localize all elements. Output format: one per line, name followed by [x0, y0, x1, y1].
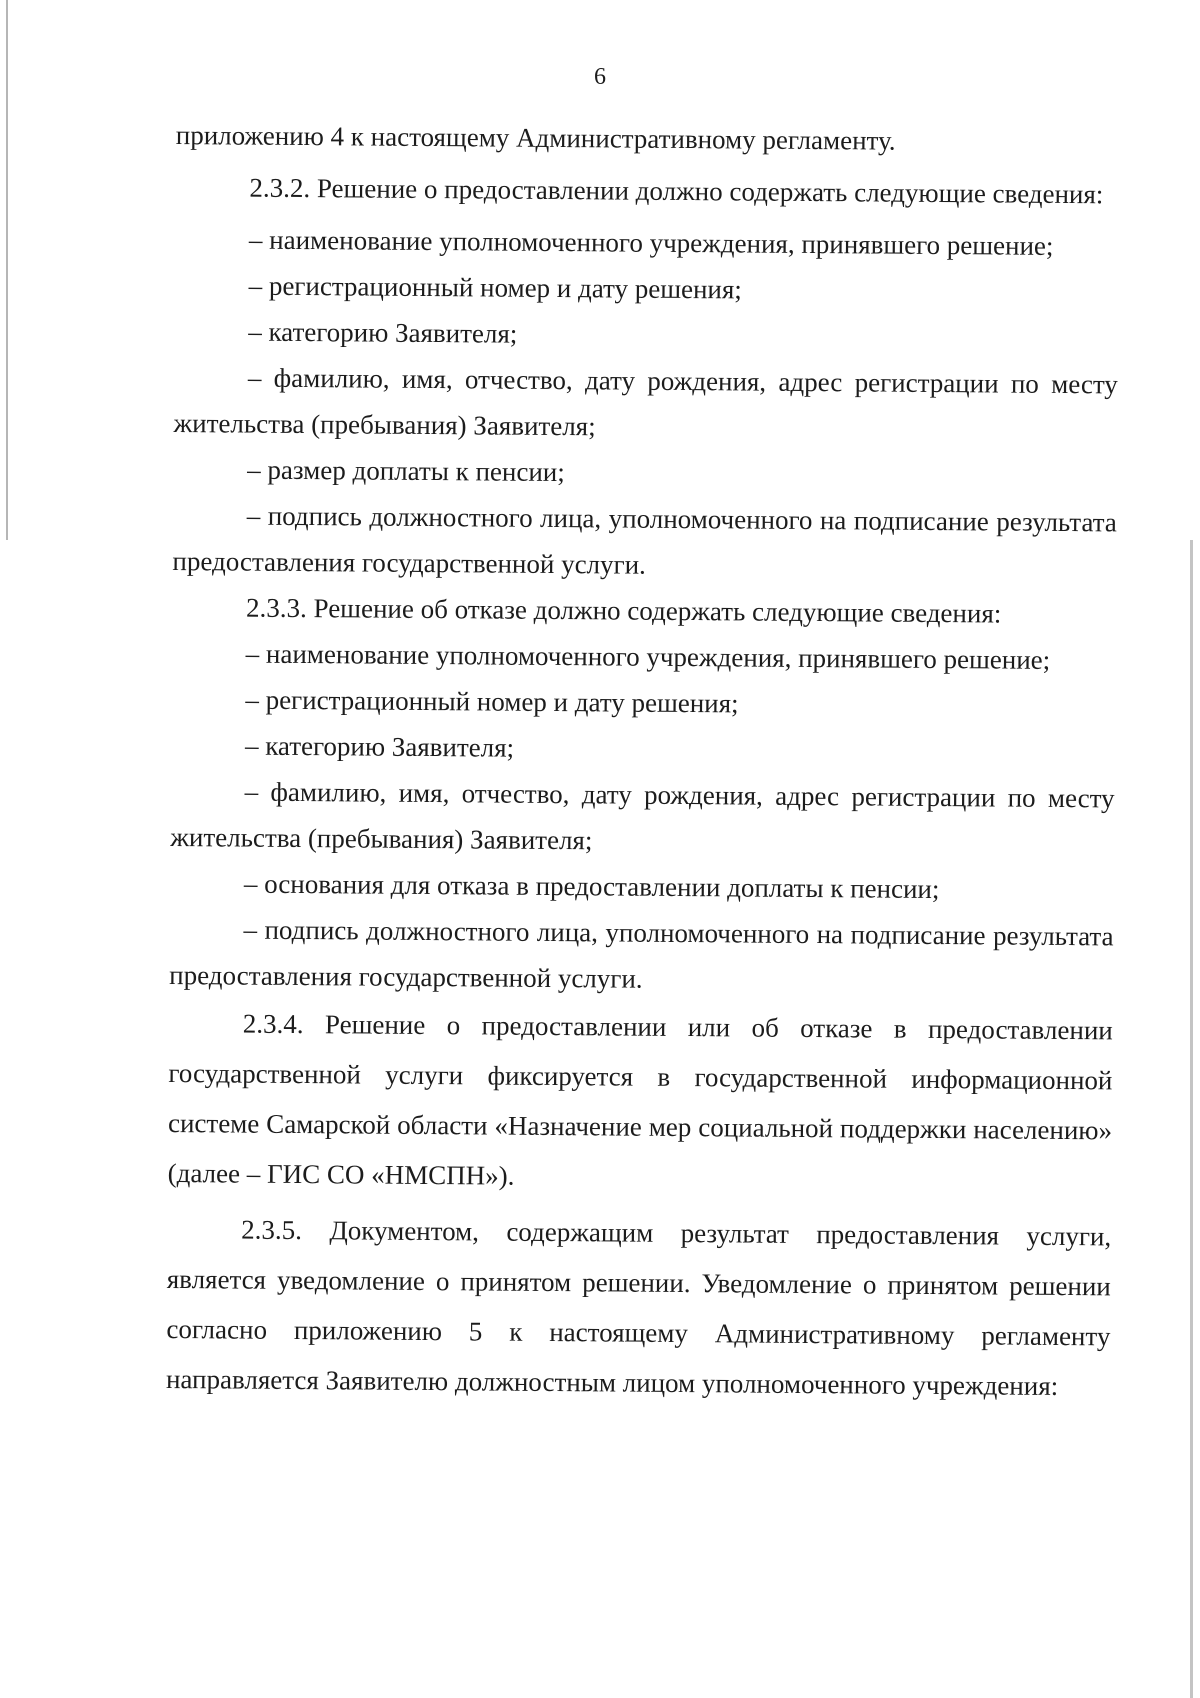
list-item-2-3-3-1: – наименование уполномоченного учреждения, принявшего решение; [245, 638, 1051, 675]
list-item-2-3-2-4: – фамилию, имя, отчество, дату рождения, адрес регистрации по месту жительства (пребывания) Заявителя; [173, 362, 1119, 442]
list-item-2-3-3-4: – фамилию, имя, отчество, дату рождения, адрес регистрации по месту жительства (пребывания) Заявителя; [170, 776, 1115, 856]
list-item-2-3-2-2: – регистрационный номер и дату решения; [248, 270, 742, 305]
list-item-2-3-3-5: – основания для отказа в предоставлении доплаты к пенсии; [243, 868, 940, 905]
paragraph-2-3-4: 2.3.4. Решение о предоставлении или об отказе в предоставлении государственной услуги фиксируется в государственной информационной системе Самарской области «Назначение мер социальной поддержки населению» (далее – ГИС СО «НМСПН»). [167, 1008, 1113, 1191]
list-item-2-3-2-5: – размер доплаты к пенсии; [247, 454, 565, 488]
list-item-2-3-3-2: – регистрационный номер и дату решения; [245, 684, 739, 719]
scan-edge-right [1190, 540, 1193, 1698]
paragraph-2-3-2: 2.3.2. Решение о предоставлении должно содержать следующие сведения: [249, 172, 1104, 210]
paragraph-continuation: приложению 4 к настоящему Административному регламенту. [175, 119, 896, 156]
document-body [166, 112, 1120, 1411]
list-item-2-3-3-3: – категорию Заявителя; [244, 730, 515, 763]
list-item-2-3-2-1: – наименование уполномоченного учреждения, принявшего решение; [248, 224, 1054, 261]
paragraph-2-3-5: 2.3.5. Документом, содержащим результат предоставления услуги, является уведомление о принятом решении. Уведомление о принятом решении согласно приложению 5 к настоящему Административному регламенту направляется Заявителю должностным лицом уполномоченного учреждения: [165, 1214, 1112, 1401]
list-item-2-3-3-6: – подпись должностного лица, уполномоченного на подписание результата предоставления государственной услуги. [169, 914, 1114, 994]
list-item-2-3-2-6: – подпись должностного лица, уполномоченного на подписание результата предоставления государственной услуги. [172, 500, 1117, 580]
list-item-2-3-2-3: – категорию Заявителя; [248, 316, 518, 349]
page-number: 6 [594, 64, 606, 90]
paragraph-2-3-3: 2.3.3. Решение об отказе должно содержать следующие сведения: [245, 592, 1002, 629]
